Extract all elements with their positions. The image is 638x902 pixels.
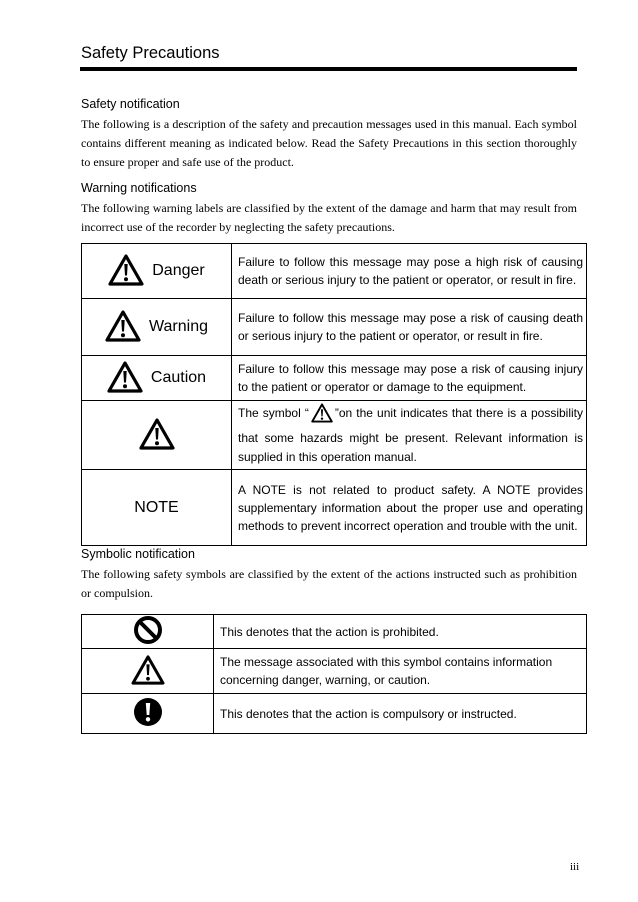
warning-triangle-icon	[311, 403, 333, 429]
safety-notification-heading: Safety notification	[81, 97, 180, 111]
mandatory-symbol-cell	[82, 694, 214, 734]
symbolic-notification-heading: Symbolic notification	[81, 547, 195, 561]
warning-triangle-icon	[131, 655, 165, 688]
warning-triangle-icon	[105, 310, 141, 345]
warning-notifications-text: The following warning labels are classified by the extent of the damage and harm that may result from incorrect use of the recorder by neglecting the safety precautions.	[81, 201, 577, 234]
warning-symbol-cell	[82, 649, 214, 694]
warning-label-cell	[82, 299, 232, 356]
general-warning-symbol-cell	[82, 401, 232, 470]
danger-label: Danger	[152, 262, 205, 279]
warning-labels-table	[81, 243, 587, 546]
warning-description: Failure to follow this message may pose a risk of causing death or serious injury to the patient or operator, or result in fire.	[232, 299, 587, 356]
page-title: Safety Precautions	[81, 44, 220, 62]
mandatory-action-icon	[133, 697, 163, 730]
caution-label: Caution	[150, 369, 207, 386]
table-row	[82, 356, 587, 401]
warning-triangle-icon	[139, 418, 175, 453]
prohibited-symbol-cell	[82, 615, 214, 649]
note-label-cell	[82, 470, 232, 546]
prohibited-description: This denotes that the action is prohibited.	[214, 615, 587, 649]
warning-notifications-heading: Warning notifications	[81, 181, 197, 195]
table-row	[82, 694, 587, 734]
general-warning-text-before: The symbol “	[238, 406, 309, 420]
warning-triangle-icon	[108, 254, 144, 289]
warning-label: Warning	[149, 318, 208, 335]
general-warning-text-after: ”on the unit indicates that there is a possibility that some hazards might be present. Relevant information is supplied in this operation manual.	[238, 406, 583, 464]
table-row	[82, 470, 587, 546]
symbolic-notification-text: The following safety symbols are classified by the extent of the actions instructed such as prohibition or compulsion.	[81, 567, 577, 600]
safety-notification-text: The following is a description of the safety and precaution messages used in this manual. Each symbol contains different meaning as indicated below. Read the Safety Precautions in this section thoroughly to ensure proper and safe use of the product.	[81, 117, 577, 169]
general-warning-description	[232, 401, 587, 470]
mandatory-description: This denotes that the action is compulsory or instructed.	[214, 694, 587, 734]
warning-symbol-description: The message associated with this symbol contains information concerning danger, warning, or caution.	[214, 649, 587, 694]
table-row	[82, 299, 587, 356]
danger-label-cell	[82, 244, 232, 299]
page-number: iii	[570, 861, 580, 873]
table-row	[82, 244, 587, 299]
caution-label-cell	[82, 356, 232, 401]
table-row	[82, 649, 587, 694]
warning-triangle-icon	[107, 361, 143, 396]
caution-description: Failure to follow this message may pose a risk of causing injury to the patient or operator or damage to the equipment.	[232, 356, 587, 401]
danger-description: Failure to follow this message may pose a high risk of causing death or serious injury to the patient or operator, or result in fire.	[232, 244, 587, 299]
note-description: A NOTE is not related to product safety. A NOTE provides supplementary information about the proper use and operating methods to prevent incorrect operation and trouble with the unit.	[232, 470, 587, 546]
header-rule	[80, 67, 577, 71]
table-row	[82, 615, 587, 649]
note-label: NOTE	[134, 498, 179, 516]
table-row	[82, 401, 587, 470]
safety-symbols-table	[81, 614, 587, 734]
prohibited-icon	[133, 615, 163, 648]
